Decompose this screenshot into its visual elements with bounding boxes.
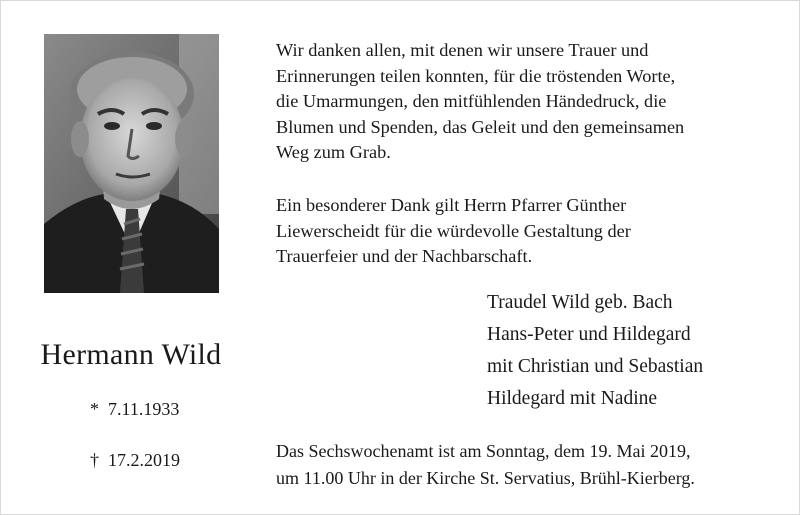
- text-line: Weg zum Grab.: [276, 142, 391, 162]
- death-date: 17.2.2019: [108, 450, 180, 470]
- birth-symbol: *: [90, 399, 99, 419]
- birth-date-line: [90, 399, 179, 420]
- notice-line: Das Sechswochenamt ist am Sonntag, dem 19. Mai 2019,: [276, 441, 691, 461]
- text-line: Erinnerungen teilen konnten, für die tröstenden Worte,: [276, 65, 676, 86]
- thanks-paragraph-2: [276, 193, 770, 270]
- text-line: die Umarmungen, den mitfühlenden Händedruck, die: [276, 91, 667, 111]
- death-date-line: [90, 450, 180, 471]
- deceased-name: Hermann Wild: [40, 338, 222, 371]
- text-line: Trauerfeier und der Nachbarschaft.: [276, 246, 533, 266]
- text-line: Blumen und Spenden, das Geleit und den gemeinsamen: [276, 116, 685, 137]
- death-symbol: †: [90, 450, 99, 470]
- text-line: Ein besonderer Dank gilt Herrn Pfarrer Günther: [276, 195, 627, 215]
- portrait-photo: [44, 34, 219, 293]
- thanks-paragraph-1: [276, 38, 770, 166]
- family-line: Hans-Peter und Hildegard: [487, 324, 691, 345]
- text-line: Liewerscheidt für die würdevolle Gestaltung der: [276, 220, 631, 241]
- family-line: mit Christian und Sebastian: [487, 356, 704, 377]
- birth-date: 7.11.1933: [108, 399, 180, 419]
- notice-line: um 11.00 Uhr in der Kirche St. Servatius, Brühl-Kierberg.: [276, 468, 695, 488]
- family-signature: [487, 287, 703, 415]
- family-line: Hildegard mit Nadine: [487, 388, 658, 409]
- text-line: Wir danken allen, mit denen wir unsere Trauer und: [276, 40, 649, 60]
- service-notice: [276, 438, 772, 492]
- family-line: Traudel Wild geb. Bach: [487, 292, 673, 313]
